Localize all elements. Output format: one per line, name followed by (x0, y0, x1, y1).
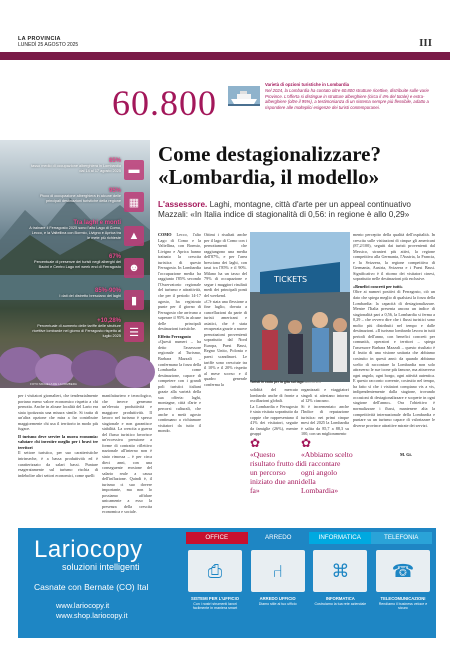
big-number: 60.800 (112, 83, 217, 123)
dateline: COMO (158, 232, 172, 237)
lariocopy-advertisement[interactable] (18, 528, 436, 638)
stat-value: +10,28% (97, 318, 121, 324)
ad-tab-office: OFFICE (186, 532, 248, 544)
caption-credit: ARCHIVIO (304, 380, 321, 384)
service-desc: Rendiamo il business veloce e sicuro (378, 602, 428, 611)
stat-brescia-lakes (28, 288, 121, 299)
column-paragraph: Si è incrementato anche l'Indice di reputazione turistica: nei primi cinque mesi del 2025 la Lombardia è salita da 85,7 a 88,3 su 100, con un miglioramento (301, 403, 349, 437)
stat-occupancy-peak (28, 188, 121, 204)
phone-icon: ☎ (376, 550, 430, 592)
photo-credit: FOTO MICHELA DE LA PAMBERA (30, 382, 77, 386)
teaser-title: Varietà di opzioni turistiche in Lombardia (265, 82, 350, 87)
column-paragraph: Lecco, l'alto Lago di Como e la Valtellina, con Bormio, Livigno e Aprica hanno trainato la crescita turistica di questo Ferragosto. In Lombardia l'occupazione media ha raggiunto l'85% secondo l'Osservatorio regionale del turismo e attrattività, che per il periodo 14-17 agosto, ha registrato punte per il giorno di Ferragosto che arrivano a superare il 95% in alcune delle principali destinazioni turistiche. (158, 232, 201, 332)
ferry-icon (228, 86, 260, 106)
ad-category-tabs (186, 532, 432, 544)
stat-presence (28, 254, 121, 270)
stats-photo-panel (0, 140, 150, 388)
ad-address: Casnate con Bernate (CO) Ital (34, 582, 149, 592)
ad-shop-link[interactable]: www.shop.lariocopy.it (56, 611, 128, 620)
ad-tab-arredo: ARREDO (248, 532, 310, 544)
column-paragraph: Ottimi i risultati anche per il lago di Como con i pernottamenti che raggiungono una media dell'87%, e per l'area bresciana dei laghi, con tassi tra l'85% e il 90%. Milano ha un tasso del 79% di occupazione e segue i maggiori risultati medi dei principali ponti del weekend. (204, 232, 247, 299)
service-desc: Diamo stile al tuo ufficio (258, 602, 297, 606)
photo-caption (250, 380, 321, 384)
column-paragraph: Ora l'obiettivo è normalizzare i flussi, mantenere alta la competitività internazionale della Lombardia e puntare su un turismo capace di valorizzare le diverse province attrattive mirate dei servizi. (353, 400, 435, 428)
column-paragraph: «Questi numeri – ha detto l'assessore regionale al Turismo, Barbara Mazzali – confermano la forza della Lombardia come destinazione, capace di competere con i grandi poli turistici italiani grazie alla varietà della sua offerta: laghi, montagne, città d'arte e percorsi culturali, che anche a metà agosto continuano a richiamare visitatori da tutto il mondo. (158, 339, 201, 434)
stat-value: 85% (108, 158, 121, 164)
article-column-3 (250, 387, 298, 437)
stat-text: tasso medio di occupazione alberghiera in Lombardia dal 14 al 17 agosto 2025 (31, 164, 121, 173)
ad-websites (56, 601, 128, 621)
stat-text: I dati del distretto bresciano dei laghi (59, 294, 121, 298)
stat-text: Percentuale di presenze dei turisti negli alberghi dei Bacini e Centro Lago nel week end di Ferragosto (34, 260, 121, 269)
stat-value: 85%-90% (94, 288, 121, 294)
stat-value: Tra laghi e monti (73, 220, 121, 226)
newspaper-name: LA PROVINCIA (18, 36, 61, 42)
pull-quote-2: «Abbiamo scelto di raccontare ogni angolo della Lombardia» (301, 450, 353, 495)
column-paragraph: organizzati e viaggiatori singoli si attestano intorno al 12% ciascuno. (301, 387, 349, 404)
mountain-icon: ▲ (124, 226, 144, 246)
ad-website-link[interactable]: www.lariocopy.it (56, 601, 110, 610)
column-paragraph: La crescita a guerra del flusso turistico favorisce un'eccessiva pressione a forme di contratto riflettivo nazionale all'interno non è stato rimossa – è per circa dieci anni, con una conseguente erosione del salario reale a causa dell'inflazione. Quindi è, il turismo ci suo dovere importante, ma non lo possiamo affidare unicamente a esso la presenza della crescita economica e sociale. (102, 426, 152, 515)
network-icon: ⌘ (313, 550, 367, 592)
top-teaser (265, 82, 433, 111)
crosshead: Effetto Ferragosto (158, 333, 191, 339)
service-title: TELECOMUNICAZIONI (380, 596, 426, 601)
service-desc: Con i nostri strumenti lavori facilmente in maniera smart (192, 602, 238, 611)
service-title: SISTEMI PER L'UFFICIO (191, 596, 239, 601)
ad-service-office-systems (186, 548, 244, 634)
left-bottom-column-2 (102, 393, 152, 515)
section-bar (0, 52, 450, 60)
hotel-icon: ▦ (124, 192, 144, 212)
column-paragraph: mento percepito della qualità dell'ospitalità. In crescita sulle visitazioni di cinque gli americani (87,2/100), seguiti dai turisti provenienti dal Messico, stranieri più attivi, la regione competitiva alla Germania, l'Austria, la Francia, e la Svizzera, la regione competitiva di Germania, Austria, Svizzera e i Paesi Bassi. Significativo è il ritorno dei visitatori cinesi, soprattutto nelle destinazioni più esclusive. (353, 232, 435, 282)
ad-tagline: soluzioni intelligenti (62, 562, 140, 572)
ad-tab-telefonia: TELEFONIA (371, 532, 433, 544)
stat-text: A trainare il Ferragosto 2025 sono l'alto Lago di Como, Lecco, e la Valtellina con Bormio, Livigno e Aprica tra le mete più richieste (29, 226, 121, 240)
page-number: III (419, 37, 432, 49)
caption-title: Turisti in coda per la gita sul lago (250, 380, 304, 384)
people-icon: ☻ (124, 258, 144, 278)
ad-logo: Lariocopy (34, 536, 143, 563)
article-column-1 (158, 232, 201, 434)
quote-icon: ✿ (301, 436, 312, 450)
ad-tab-informatica: INFORMATICA (309, 532, 371, 544)
teaser-body: Nel 2024, la Lombardia ha contato oltre 60.800 strutture ricettive, distribuite sulle varie Province. L'offerta si distingue in strutture alberghiere (circa il 4% del totale) e extra-alberghiere (oltre il 95%), a testimonianza di un sistema sempre più flessibile, adatto a rispondere alle molteplici esigenze dei turisti contemporanei. (265, 87, 429, 111)
column-paragraph: manifatturiero e tecnologico, che invece generano un'elevata produttività e maggiore produttività. Il lavoro nel turismo è spesso stagionale e non garantisce stabilità. (102, 393, 152, 432)
stat-text: Picco di occupazione alberghiera in alcune delle principali destinazioni turistiche della regione (39, 194, 121, 203)
stat-value: 67% (108, 254, 121, 260)
column-paragraph: «C'è stata una flessione a fine luglio, dovuta a cancellazioni da parte di turisti americani e asiatici, che è stata recuperata grazie a nuove prenotazioni provenienti soprattutto dal Nord Europa, Paesi Bassi, Regno Unito, Polonia e paesi scandinavi. Le tariffe sono cresciute tra il 10% e il 20% rispetto al mese scorso e il quadro generale conferma la (204, 298, 247, 387)
byline: M. Gi. (400, 452, 412, 457)
article-headline: Come destagionalizzare? «Lombardia, il modello» (158, 142, 381, 189)
crosshead: «Benefici concreti per tutti» (353, 283, 403, 289)
subhead-kicker: L'assessore. (158, 200, 208, 209)
stat-occupancy-avg (28, 158, 121, 174)
pull-quote-1: «Questo risultato frutto di un percorso iniziato due anni fa» (250, 450, 302, 495)
quote-icon: ✿ (250, 436, 261, 450)
article-column-2 (204, 232, 247, 387)
left-bottom-column-1 (18, 393, 98, 478)
article-column-5 (353, 232, 435, 458)
printer-icon: ⎙ (188, 550, 242, 592)
article-subhead (158, 200, 438, 219)
chart-icon: ▮ (124, 290, 144, 310)
column-paragraph: Oltre ai numeri positivi di Ferragosto, ciò un dato che spiega meglio di qualsiasi la forza della Lombardia: la capacità di destagionalizzare. Mentre l'Italia presenta ancora un indice di stagionalità pari a 0,56, la Lombardia si ferma a 0,29 – che ovvero dire che i flussi turistici sono molto più distribuiti nel tempo e dalle destinazioni. «Il turismo lombardo lavora in tutti periodi dell'anno, con benefici concreti per comunità, operatori e territori – spiega l'assessore Barbara Mazzali – questo risultato è il frutto di una visione unitaria che abbiamo costruito in questi anni: da quando abbiamo scelto di raccontare la Lombardia non solo attraverso le sue icone più famose, ma attraverso ogni angolo, ogni borgo, ogni attività autentica. E questo racconto coerente, costruito nel tempo, ha fatto sì che i visitatori compiano vis a vis, indipendentemente dalla stagione, trovando occasioni di destagionalizzare e scoperte in ogni stagione dell'anno». (353, 289, 435, 406)
svg-text:TICKETS: TICKETS (274, 275, 308, 284)
article-photo (250, 232, 350, 382)
issue-date: LUNEDÌ 25 AGOSTO 2025 (18, 42, 79, 48)
column-paragraph: solidità del mercato lombardo anche di fronte a oscillazioni globali. (250, 387, 298, 404)
chair-icon: ⑁ (251, 550, 305, 592)
subhead-text: Laghi, montagne, città d'arte per un appeal continuativo Mazzali: «In Italia indice di stagionalità di 0,56: in regione è allo 0,29» (158, 200, 411, 219)
stat-lakes-mountains (28, 220, 121, 240)
column-paragraph: per i visitatori giornalieri, che tendenzialmente portano meno valore economico rispetto a chi pernotta. Anche in alcune località del Lario era stata ipotizzata una misura simile. Si tratta di un'altra opzione che mira a far contribuire maggiormente chi usa il territorio in modo più fugace. (18, 393, 98, 432)
column-paragraph: Il settore turistico, per suo caratteristiche intrinseche, è a bassa produttività ed è caratterizzato da salari bassi. Puntare esageratamente sul turismo rischia di indebolire altri settori economici, come quelli (18, 450, 98, 478)
list-icon: ☰ (124, 322, 144, 342)
service-desc: Costruiamo la tua rete aziendale (314, 602, 367, 606)
service-title: ARREDO UFFICIO (259, 596, 296, 601)
service-title: INFORMATICA (325, 596, 355, 601)
bed-icon: ▬ (124, 160, 144, 180)
ad-services (186, 548, 432, 634)
ad-service-telecom (374, 548, 432, 634)
crosshead: Il turismo deve servire la nuova economia: valutare chi investire meglio per i bravi tre territori (18, 433, 98, 450)
column-paragraph: La Lombardia e Ferragosto è stata visitata soprattutto da coppie che rappresentano il 41% dei visitatori, seguite da famiglie (26%), mentre gruppi (250, 403, 298, 437)
ad-service-it (311, 548, 369, 634)
tourists-queue-image (250, 232, 350, 382)
ad-service-furniture (249, 548, 307, 634)
stat-price-increase (28, 318, 121, 338)
stat-text: Percentuale di aumento delle tariffe delle strutture ricettive lombarde nel giorno di Ferragosto rispetto al luglio 2025 (32, 324, 121, 338)
article-column-4 (301, 387, 349, 437)
stat-value: 95% (108, 188, 121, 194)
masthead (18, 36, 78, 48)
